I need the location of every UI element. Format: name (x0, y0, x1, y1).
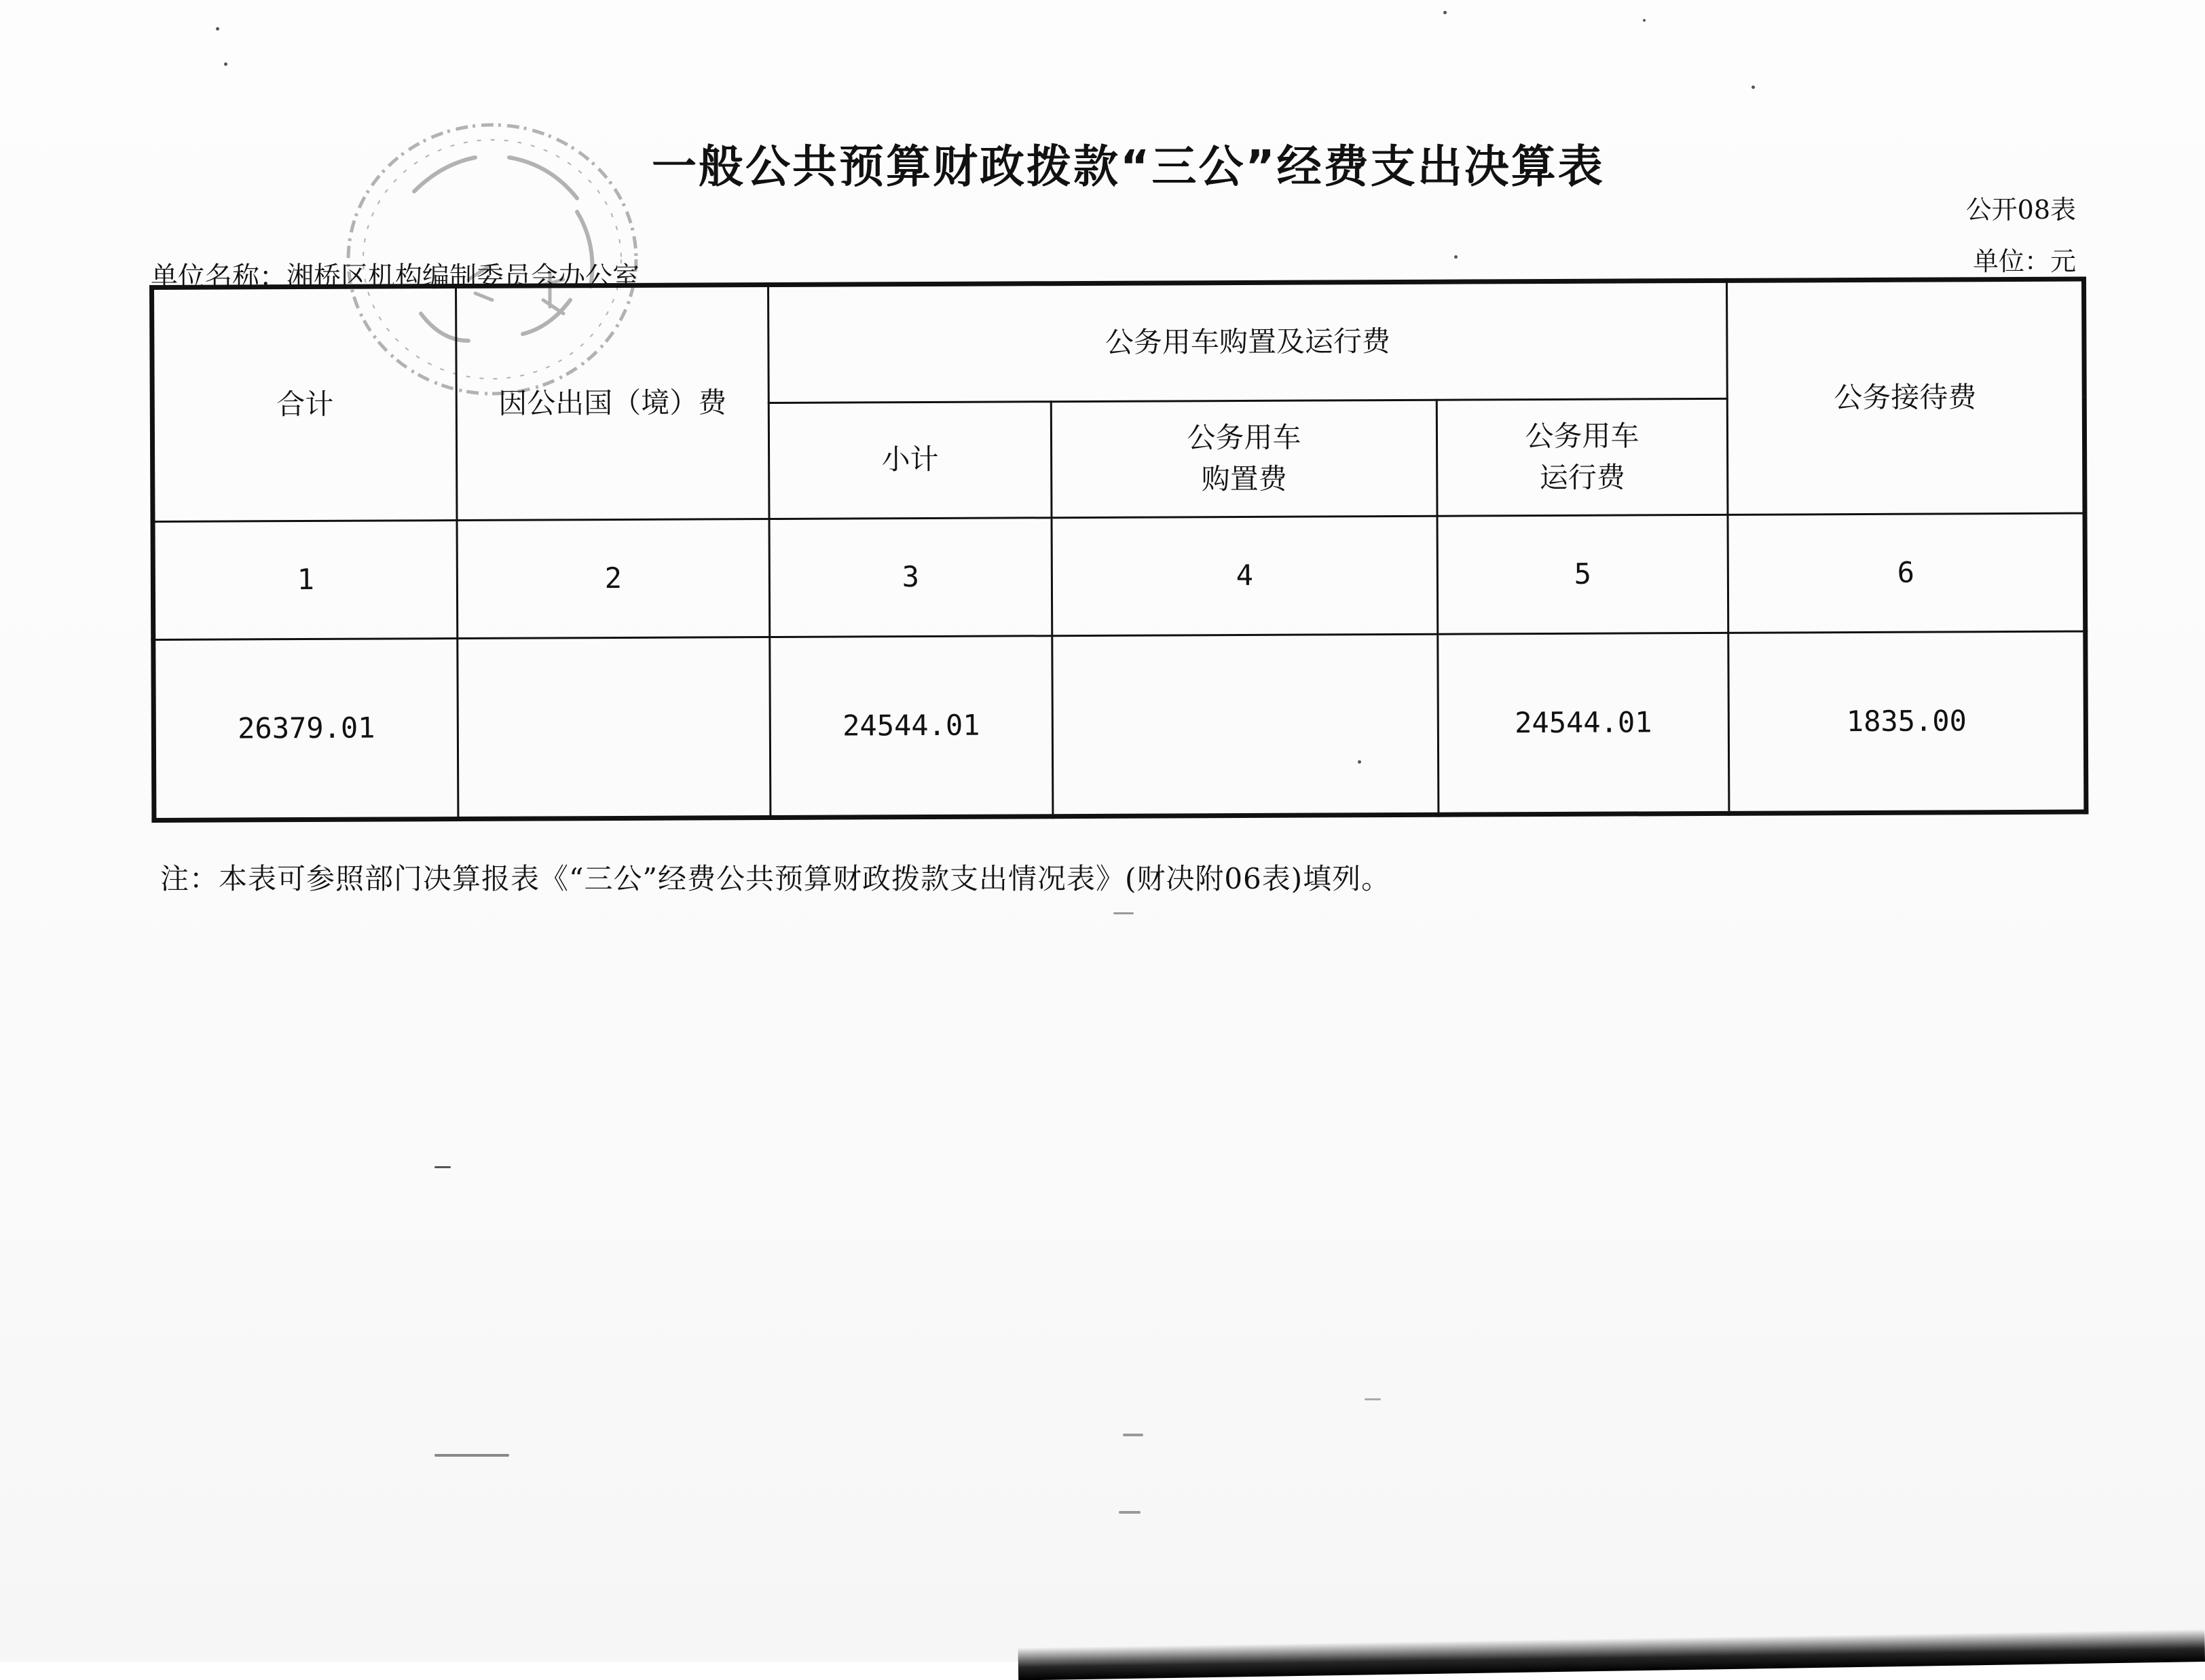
scan-speck (1752, 86, 1755, 89)
scan-speck (1643, 19, 1646, 22)
scan-speck (1358, 760, 1361, 764)
value-vehicle-operation: 24544.01 (1438, 633, 1729, 815)
header-reception: 公务接待费 (1727, 279, 2086, 515)
header-vehicle-purchase (1051, 400, 1437, 518)
table-note: 注：本表可参照部门决算报表《“三公”经费公共预算财政拨款支出情况表》(财决附06表)填列。 (160, 862, 1391, 895)
scan-speck (1443, 11, 1447, 14)
column-number-1: 1 (153, 521, 458, 639)
column-number-6: 6 (1728, 513, 2086, 633)
header-vehicle-purchase-line1: 公务用车 (1187, 420, 1301, 455)
header-row-1 (152, 279, 2085, 405)
header-total: 合计 (152, 286, 458, 522)
expenditure-table (149, 277, 2088, 823)
value-vehicle-purchase (1052, 634, 1439, 817)
header-vehicle-operation-line2: 运行费 (1539, 460, 1625, 494)
scan-speck (434, 1454, 509, 1457)
document-title: 一般公共预算财政拨款“三公”经费支出决算表 (652, 141, 1605, 193)
value-total: 26379.01 (153, 638, 458, 820)
header-vehicle-operation-line1: 公务用车 (1525, 419, 1639, 453)
scan-speck (1365, 1398, 1381, 1400)
column-number-row (153, 513, 2086, 639)
expenditure-table-wrapper (149, 277, 2083, 823)
scan-speck (434, 1166, 451, 1168)
column-number-2: 2 (457, 519, 770, 639)
scan-speck (224, 62, 227, 66)
value-row (153, 631, 2086, 821)
column-number-3: 3 (769, 518, 1052, 637)
header-vehicle-group: 公务用车购置及运行费 (768, 280, 1728, 403)
column-number-4: 4 (1052, 516, 1438, 635)
value-reception: 1835.00 (1728, 631, 2086, 814)
value-overseas (458, 637, 771, 819)
scan-speck (1119, 1511, 1141, 1514)
currency-unit: 单位：元 (1972, 246, 2076, 276)
value-subtotal: 24544.01 (770, 635, 1053, 817)
column-number-5: 5 (1437, 515, 1728, 633)
scan-speck (1454, 255, 1458, 259)
scan-speck (216, 27, 219, 31)
scan-speck (1113, 912, 1134, 914)
unit-name: 单位名称：湘桥区机构编制委员会办公室 (151, 261, 640, 293)
header-vehicle-purchase-line2: 购置费 (1201, 462, 1287, 496)
header-subtotal: 小计 (768, 401, 1052, 519)
form-code: 公开08表 (1965, 195, 2076, 225)
header-overseas: 因公出国（境）费 (456, 285, 770, 521)
scan-speck (1123, 1434, 1143, 1436)
header-vehicle-operation (1437, 398, 1728, 516)
